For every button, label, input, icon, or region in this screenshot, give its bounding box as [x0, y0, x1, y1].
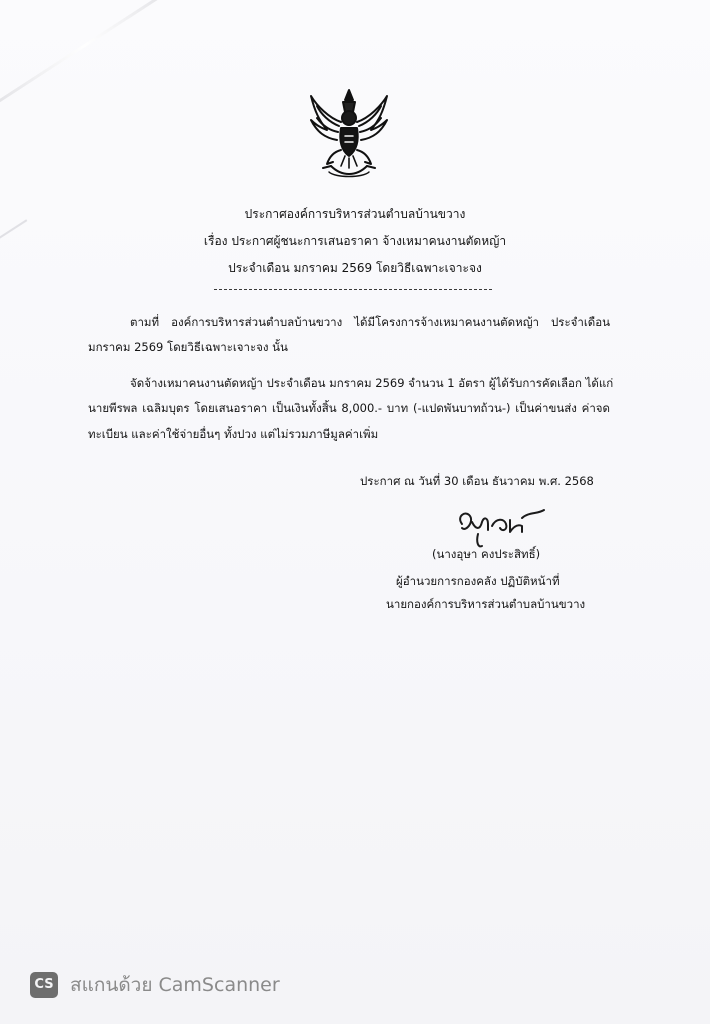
announcement-date: ประกาศ ณ วันที่ 30 เดือน ธันวาคม พ.ศ. 2568 [360, 474, 594, 488]
paragraph-2-line-3: ทะเบียน และค่าใช้จ่ายอื่นๆ ทั้งปวง แต่ไม่รวมภาษีมูลค่าเพิ่ม [88, 427, 379, 441]
paragraph-2-line-1: จัดจ้างเหมาคนงานตัดหญ้า ประจำเดือน มกราคม 2569 จำนวน 1 อัตรา ผู้ได้รับการคัดเลือก ได้แก่ [130, 376, 614, 390]
camscanner-watermark: สแกนด้วย CamScanner [70, 974, 280, 996]
header-period: ประจำเดือน มกราคม 2569 โดยวิธีเฉพาะเจาะจง [228, 261, 482, 275]
camscanner-logo-icon: CS [30, 972, 58, 998]
header-subject: เรื่อง ประกาศผู้ชนะการเสนอราคา จ้างเหมาคนงานตัดหญ้า [203, 234, 507, 248]
scan-fold-mark [0, 0, 190, 115]
paragraph-1-line-2: มกราคม 2569 โดยวิธีเฉพาะเจาะจง นั้น [88, 340, 288, 354]
paragraph-2-line-2: นายพีรพล เฉลิมบุตร โดยเสนอราคา เป็นเงินทั้งสิ้น 8,000.- บาท (-แปดพันบาทถ้วน-) เป็นค่าขนส่ง ค่าจด [88, 401, 610, 415]
signatory-position-2: นายกองค์การบริหารส่วนตำบลบ้านขวาง [386, 597, 586, 611]
header-divider [214, 289, 492, 290]
signatory-position-1: ผู้อำนวยการกองคลัง ปฏิบัติหน้าที่ [396, 574, 560, 588]
signatory-name: (นางอุษา คงประสิทธิ์) [432, 547, 541, 561]
header-title: ประกาศองค์การบริหารส่วนตำบลบ้านขวาง [244, 207, 466, 221]
garuda-emblem-icon [305, 88, 393, 180]
paragraph-1-line-1: ตามที่ องค์การบริหารส่วนตำบลบ้านขวาง ได้มีโครงการจ้างเหมาคนงานตัดหญ้า ประจำเดือน [130, 315, 610, 329]
handwritten-signature [448, 502, 548, 550]
